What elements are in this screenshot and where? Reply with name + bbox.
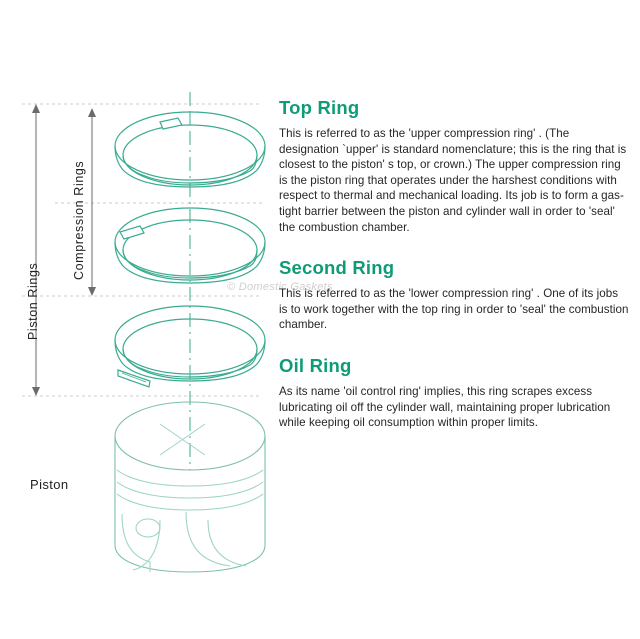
label-compression-rings: Compression Rings [72,160,86,280]
section-body: As its name 'oil control ring' implies, this ring scrapes excess lubricating oil off the cylinder wall, maintaining proper lubrication while keeping oil consumption within proper limits. [279,384,611,430]
section-second-ring [279,257,629,333]
section-body: This is referred to as the 'upper compression ring' . (The designation `upper' is standard nomenclature; this is the ring that is closest to the piston' s top, or crown.) The upper compression ring is the piston ring that operates under the harshest conditions with respect to thermal and mechanical loading. Its job is to form a gas-tight barrier between the piston and cylinder wall in order to 'seal' the combustion chamber. [279,127,627,234]
section-title: Second Ring [279,257,395,279]
guide-lines [22,104,262,396]
annotations-column [279,97,629,451]
section-body: This is referred to as the 'lower compression ring' . One of its jobs is to work together with the top ring in order to 'seal' the combustion chamber. [279,287,629,332]
section-title: Oil Ring [279,354,352,376]
dimension-arrow-piston-rings [32,104,40,396]
label-piston-rings: Piston Rings [26,262,40,340]
watermark: © Domestic Gaskets [227,281,333,293]
label-piston: Piston [30,477,69,492]
dimension-arrow-compression-rings [88,108,96,296]
section-oil-ring [279,355,629,431]
section-title: Top Ring [279,97,360,118]
section-top-ring [279,97,629,235]
